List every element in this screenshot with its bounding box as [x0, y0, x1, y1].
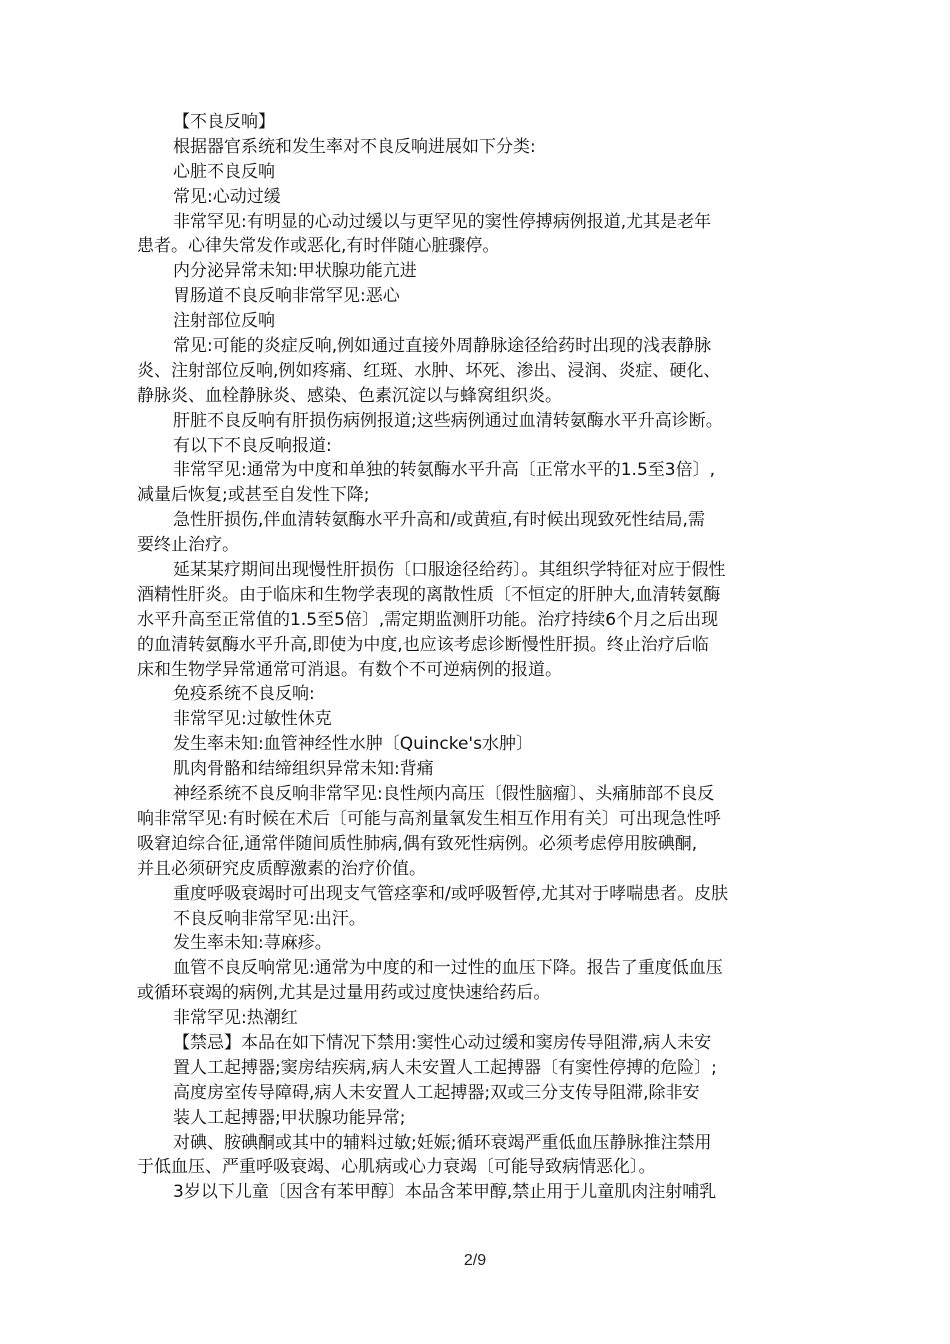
text-line: 发生率未知:荨麻疹。	[173, 933, 332, 954]
text-line: 常见:可能的炎症反响,例如通过直接外周静脉途径给药时出现的浅表静脉	[173, 336, 712, 357]
text-line: 对碘、胺碘酮或其中的辅料过敏;妊娠;循环衰竭严重低血压静脉推注禁用	[173, 1132, 712, 1153]
text-line: 免疫系统不良反响:	[173, 684, 315, 705]
text-line: 不良反响非常罕见:出汗。	[173, 908, 366, 929]
text-line: 【不良反响】	[173, 112, 275, 132]
text-line: 的血清转氨酶水平升高,即使为中度,也应该考虑诊断慢性肝损。终止治疗后临	[137, 634, 709, 655]
text-line: 静脉炎、血栓静脉炎、感染、色素沉淀以与蜂窝组织炎。	[137, 385, 562, 406]
text-line: 内分泌异常未知:甲状腺功能亢进	[173, 261, 417, 282]
text-line: 常见:心动过缓	[173, 186, 281, 207]
text-line: 延某某疗期间出现慢性肝损伤〔口服途径给药〕。其组织学特征对应于假性	[173, 560, 726, 581]
text-line: 非常罕见:过敏性休克	[173, 709, 332, 730]
text-line: 水平升高至正常值的1.5至5倍〕,需定期监测肝功能。治疗持续6个月之后出现	[137, 609, 719, 630]
text-line: 装人工起搏器;甲状腺功能异常;	[173, 1107, 406, 1128]
text-line: 并且必须研究皮质醇激素的治疗价值。	[137, 858, 426, 879]
text-line: 【禁忌】本品在如下情况下禁用:窦性心动过缓和窦房传导阻滞,病人未安	[173, 1032, 712, 1053]
text-line: 响非常罕见:有时候在术后〔可能与高剂量氧发生相互作用有关〕可出现急性呼	[137, 808, 721, 829]
text-line: 有以下不良反响报道:	[173, 435, 332, 456]
text-line: 肝脏不良反响有肝损伤病例报道;这些病例通过血清转氨酶水平升高诊断。	[173, 410, 723, 431]
text-line: 急性肝损伤,伴血清转氨酶水平升高和/或黄疸,有时候出现致死性结局,需	[173, 510, 705, 531]
text-line: 血管不良反响常见:通常为中度的和一过性的血压下降。报告了重度低血压	[173, 958, 723, 979]
text-line: 3岁以下儿童〔因含有苯甲醇〕本品含苯甲醇,禁止用于儿童肌肉注射哺乳	[173, 1182, 717, 1203]
text-line: 炎、注射部位反响,例如疼痛、红斑、水肿、坏死、渗出、浸润、炎症、硬化、	[137, 360, 721, 381]
text-line: 心脏不良反响	[173, 161, 275, 182]
text-line: 酒精性肝炎。由于临床和生物学表现的离散性质〔不恒定的肝肿大,血清转氨酶	[137, 584, 721, 605]
text-line: 或循环衰竭的病例,尤其是过量用药或过度快速给药后。	[137, 983, 551, 1004]
text-line: 非常罕见:热潮红	[173, 1008, 298, 1029]
text-line: 要终止治疗。	[137, 535, 239, 556]
text-line: 置人工起搏器;窦房结疾病,病人未安置人工起搏器〔有窦性停搏的危险〕;	[173, 1057, 717, 1078]
text-line: 减量后恢复;或甚至自发性下降;	[137, 485, 370, 506]
page-number: 2/9	[463, 1252, 487, 1269]
text-line: 神经系统不良反响非常罕见:良性颅内高压〔假性脑瘤〕、头痛肺部不良反	[173, 784, 715, 805]
text-line: 床和生物学异常通常可消退。有数个不可逆病例的报道。	[137, 659, 562, 680]
text-line: 发生率未知:血管神经性水肿〔Quincke's水肿〕	[173, 734, 533, 755]
text-line: 重度呼吸衰竭时可出现支气管痉挛和/或呼吸暂停,尤其对于哮喘患者。皮肤	[173, 883, 729, 904]
text-line: 胃肠道不良反响非常罕见:恶心	[173, 286, 400, 307]
text-line: 肌肉骨骼和结缔组织异常未知:背痛	[173, 759, 434, 780]
text-line: 根据器官系统和发生率对不良反响进展如下分类:	[173, 136, 536, 157]
text-line: 高度房室传导障碍,病人未安置人工起搏器;双或三分支传导阻滞,除非安	[173, 1082, 700, 1103]
text-line: 非常罕见:通常为中度和单独的转氨酶水平升高〔正常水平的1.5至3倍〕,	[173, 460, 715, 481]
text-line: 吸窘迫综合征,通常伴随间质性肺病,偶有致死性病例。必须考虑停用胺碘酮,	[137, 833, 698, 854]
text-line: 于低血压、严重呼吸衰竭、心肌病或心力衰竭〔可能导致病情恶化〕。	[137, 1157, 656, 1178]
document-body	[137, 110, 837, 1205]
text-line: 注射部位反响	[173, 311, 275, 332]
text-line: 患者。心律失常发作或恶化,有时伴随心脏骤停。	[137, 236, 500, 257]
text-line: 非常罕见:有明显的心动过缓以与更罕见的窦性停搏病例报道,尤其是老年	[173, 211, 712, 232]
